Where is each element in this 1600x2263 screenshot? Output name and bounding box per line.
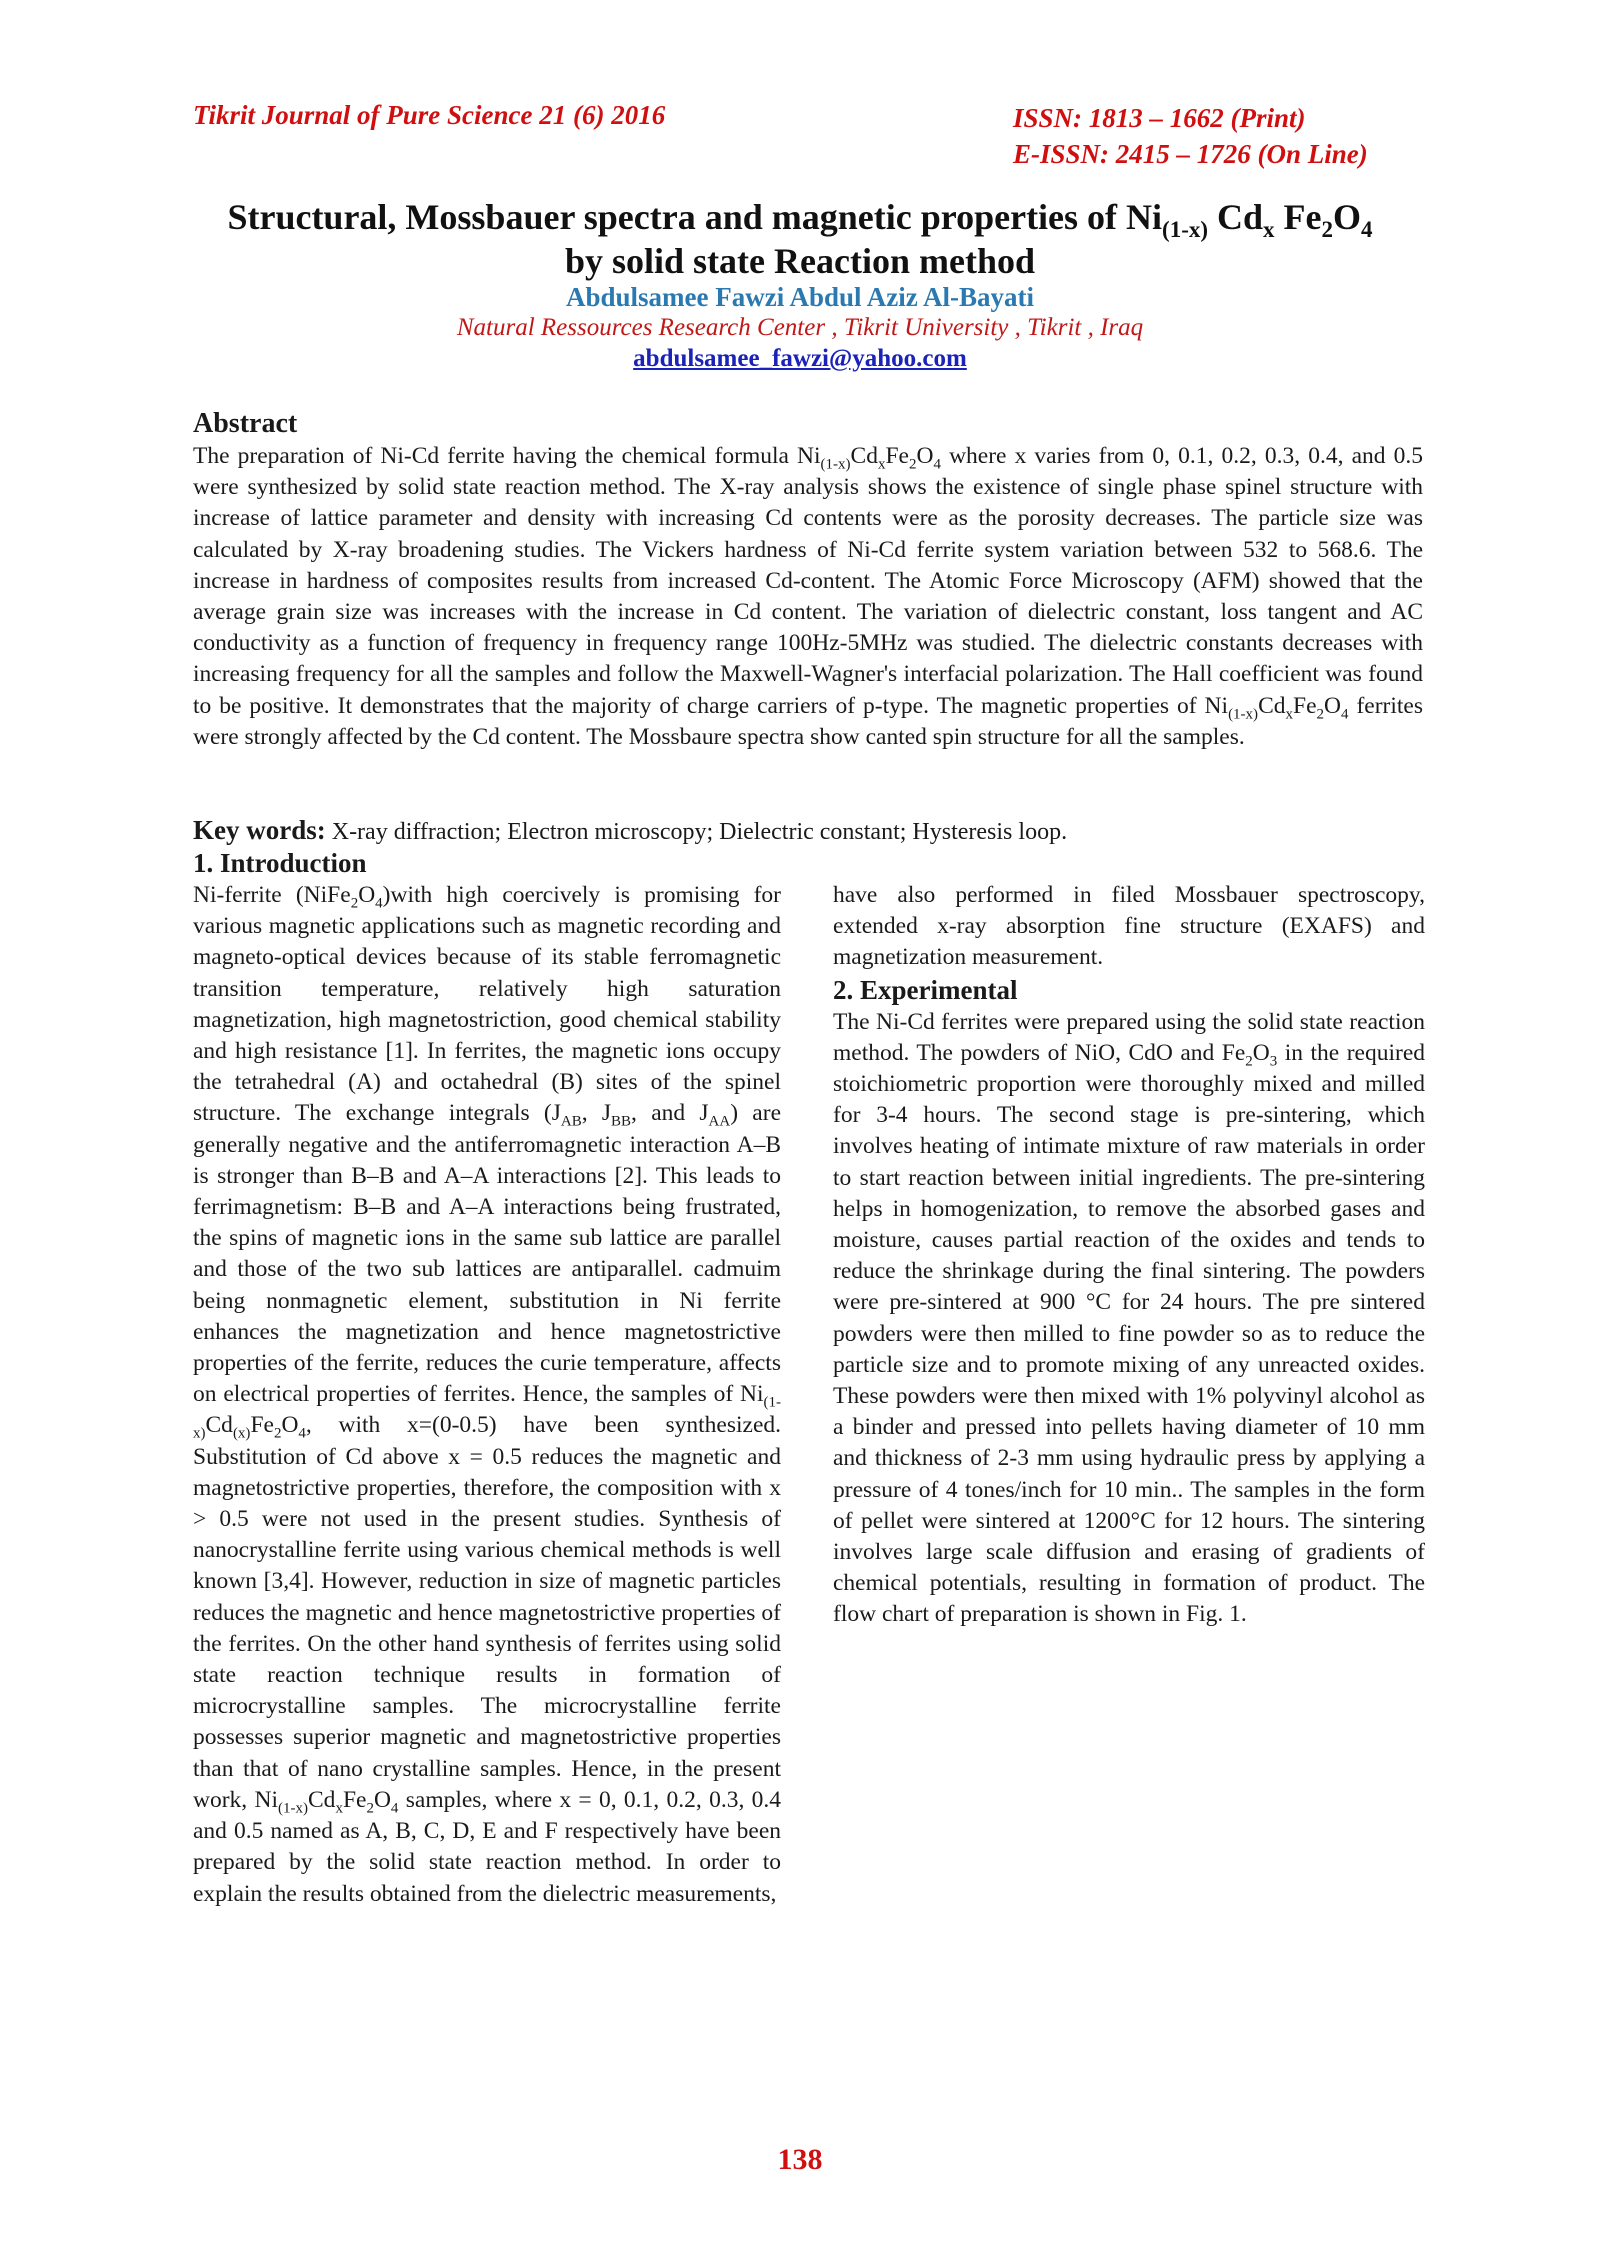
author-affiliation: Natural Ressources Research Center , Tikrit University , Tikrit , Iraq (456, 314, 1144, 341)
right-column (833, 880, 1425, 1631)
page-number: 138 (777, 2143, 823, 2176)
introduction-heading: 1. Introduction (193, 848, 367, 878)
journal-name: Tikrit Journal of Pure Science 21 (6) 2016 (193, 100, 666, 130)
author-name: Abdulsamee Fawzi Abdul Aziz Al-Bayati (565, 282, 1035, 312)
keywords-text: X-ray diffraction; Electron microscopy; Dielectric constant; Hysteresis loop. (325, 819, 1068, 845)
title-line-1: Structural, Mossbauer spectra and magnetic properties of $Ni_{(1-x)}$ $Cd_x$ $Fe_2O_4$ (227, 197, 1373, 243)
paper-title (160, 195, 1440, 283)
experimental-heading: 2. Experimental (833, 974, 1018, 1005)
author-email (160, 345, 1440, 373)
abstract-heading: Abstract (193, 408, 298, 439)
introduction-body: Ni-ferrite $(NiFe_2O_4)with$ high coercively is promising for various magnetic applications such as magnetic recording and magneto-optical devices because of its stable ferromagnetic transition temperature, relatively high saturation magnetization, high magnetostriction, good chemical stability and high resistance [1]. In ferrites, the magnetic ions occupy the tetrahedral (A) and octahedral (B) sites of the spinel structure. The exchange integrals ($J_{AB}$, $J_{BB}$, and $J_{AA}$) are generally negative and the antiferromagnetic interaction A–B is stronger than B–B and A–A interactions [2]. This leads to ferrimagnetism: B–B and A–A interactions being frustrated, the spins of magnetic ions in the same sub lattice are parallel and those of the two sub lattices are antiparallel. cadmuim being nonmagnetic element, substitution in Ni ferrite enhances the magnetization and hence magnetostrictive properties of the ferrite, reduces the curie temperature, affects on electrical properties of ferrites. Hence, the samples of $Ni_{(1-x)}Cd_{(x)}Fe_2O_4$, with x=(0-0.5) have been synthesized. Substitution of Cd above x = 0.5 reduces the magnetic and magnetostrictive properties, therefore, the composition with x > 0.5 were not used in the present studies. Synthesis of nanocrystalline ferrite using various chemical methods is well known [3,4]. However, reduction in size of magnetic particles reduces the magnetic and hence magnetostrictive properties of the ferrites. On the other hand synthesis of ferrites using solid state reaction technique results in formation of microcrystalline samples. The microcrystalline ferrite possesses superior magnetic and magnetostrictive properties than that of nano crystalline samples. Hence, in the present work, $Ni_{(1-x)}Cd_xFe_2O_4$ samples, where x = 0, 0.1, 0.2, 0.3, 0.4 and 0.5 named as A, B, C, D, E and F respectively have been prepared by the solid state reaction method. In order to explain the results obtained from the dielectric measurements, (193, 882, 782, 1907)
email-link[interactable]: abdulsamee_fawzi@yahoo.com (633, 345, 967, 372)
issn-online: E-ISSN: 2415 – 1726 (On Line) (1013, 139, 1368, 169)
keywords (193, 815, 1067, 846)
keywords-label: Key words: (193, 815, 326, 845)
issn-block (1013, 100, 1368, 172)
title-line-2: by solid state Reaction method (565, 241, 1035, 281)
experimental-body: The Ni-Cd ferrites were prepared using the solid state reaction method. The powders of NiO, CdO and $Fe_2O_3$ in the required stoichiometric proportion were thoroughly mixed and milled for 3-4 hours. The second stage is pre-sintering, which involves heating of intimate mixture of raw materials in order to start reaction between initial ingredients. The pre-sintering helps in homogenization, to remove the absorbed gases and moisture, causes partial reaction of the oxides and tends to reduce the shrinkage during the final sintering. The powders were pre-sintered at 900 °C for 24 hours. The pre sintered powders were then milled to fine powder so as to reduce the particle size and to promote mixing of any unreacted oxides. These powders were then mixed with 1% polyvinyl alcohol as a binder and pressed into pellets having diameter of 10 mm and thickness of 2-3 mm using hydraulic press by applying a pressure of 4 tones/inch for 10 min.. The samples in the form of pellet were sintered at 1200°C for 12 hours. The sintering involves large scale diffusion and erasing of gradients of chemical potentials, resulting in formation of product. The flow chart of preparation is shown in Fig. 1. (833, 1008, 1426, 1628)
issn-print: ISSN: 1813 – 1662 (Print) (1013, 103, 1306, 133)
introduction-continued: have also performed in filed Mossbauer spectroscopy, extended x-ray absorption fine structure (EXAFS) and magnetization measurement. (833, 882, 1425, 971)
abstract-body: The preparation of Ni-Cd ferrite having the chemical formula $Ni_{(1-x)}Cd_xFe_2O_4$ where x varies from 0, 0.1, 0.2, 0.3, 0.4, and 0.5 were synthesized by solid state reaction method. The X-ray analysis shows the existence of single phase spinel structure with increase of lattice parameter and density with increasing Cd contents were as the porosity decreases. The particle size was calculated by X-ray broadening studies. The Vickers hardness of Ni-Cd ferrite system variation between 532 to 568.6. The increase in hardness of composites results from increased Cd-content. The Atomic Force Microscopy (AFM) showed that the average grain size was increases with the increase in Cd content. The variation of dielectric constant, loss tangent and AC conductivity as a function of frequency in frequency range 100Hz-5MHz was studied. The dielectric constants decreases with increasing frequency for all the samples and follow the Maxwell-Wagner's interfacial polarization. The Hall coefficient was found to be positive. It demonstrates that the majority of charge carriers of p-type. The magnetic properties of $Ni_{(1-x)}Cd_xFe_2O_4$ ferrites were strongly affected by the Cd content. The Mossbaure spectra show canted spin structure for all the samples. (193, 443, 1423, 750)
